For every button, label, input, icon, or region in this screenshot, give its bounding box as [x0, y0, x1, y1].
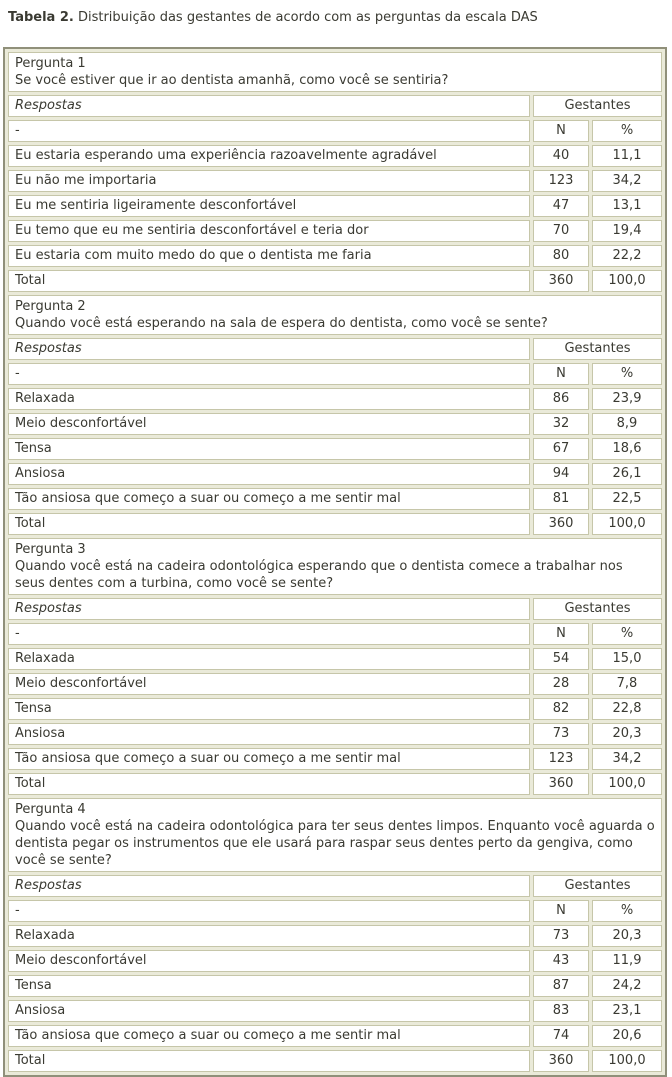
pct-cell: 23,9 — [592, 388, 662, 410]
question-row — [8, 295, 662, 335]
data-row — [8, 648, 662, 670]
subheader-row — [8, 900, 662, 922]
pct-cell: 20,3 — [592, 925, 662, 947]
pct-cell: 24,2 — [592, 975, 662, 997]
dash-cell: - — [8, 120, 530, 142]
data-row — [8, 413, 662, 435]
pct-cell: 34,2 — [592, 748, 662, 770]
n-cell: 32 — [533, 413, 589, 435]
n-cell: 73 — [533, 723, 589, 745]
question-cell — [8, 52, 662, 92]
question-label: Pergunta 3 — [15, 542, 86, 557]
total-n-cell: 360 — [533, 1050, 589, 1072]
response-cell: Tão ansiosa que começo a suar ou começo a me sentir mal — [8, 1025, 530, 1047]
pct-cell: 20,3 — [592, 723, 662, 745]
total-row — [8, 1050, 662, 1072]
n-cell: 47 — [533, 195, 589, 217]
n-cell: 70 — [533, 220, 589, 242]
table-caption — [8, 9, 664, 26]
dash-cell: - — [8, 900, 530, 922]
question-text: Quando você está na cadeira odontológica para ter seus dentes limpos. Enquanto você aguarda o dentista pegar os instrumentos que ele usará para raspar seus dentes perto da gengiva, como você se sente? — [15, 819, 655, 868]
data-row — [8, 723, 662, 745]
n-cell: 73 — [533, 925, 589, 947]
table-caption-label: Tabela 2. — [8, 10, 74, 25]
response-cell: Relaxada — [8, 648, 530, 670]
response-cell: Ansiosa — [8, 1000, 530, 1022]
data-row — [8, 170, 662, 192]
n-cell: 123 — [533, 748, 589, 770]
n-cell: 94 — [533, 463, 589, 485]
data-row — [8, 1025, 662, 1047]
response-cell: Eu não me importaria — [8, 170, 530, 192]
data-row — [8, 748, 662, 770]
pct-cell: 22,2 — [592, 245, 662, 267]
pct-header-cell: % — [592, 120, 662, 142]
pct-cell: 8,9 — [592, 413, 662, 435]
n-cell: 28 — [533, 673, 589, 695]
pct-cell: 26,1 — [592, 463, 662, 485]
column-header-row — [8, 875, 662, 897]
question-row — [8, 798, 662, 872]
response-cell: Ansiosa — [8, 463, 530, 485]
total-row — [8, 773, 662, 795]
total-label-cell: Total — [8, 513, 530, 535]
response-cell: Relaxada — [8, 925, 530, 947]
data-row — [8, 388, 662, 410]
data-row — [8, 245, 662, 267]
response-cell: Eu temo que eu me sentiria desconfortável e teria dor — [8, 220, 530, 242]
total-label-cell: Total — [8, 773, 530, 795]
data-row — [8, 698, 662, 720]
pct-cell: 20,6 — [592, 1025, 662, 1047]
n-cell: 86 — [533, 388, 589, 410]
n-cell: 40 — [533, 145, 589, 167]
gestantes-header-cell: Gestantes — [533, 95, 662, 117]
response-cell: Tão ansiosa que começo a suar ou começo a me sentir mal — [8, 488, 530, 510]
column-header-row — [8, 338, 662, 360]
das-table — [3, 47, 667, 1077]
question-cell — [8, 798, 662, 872]
pct-cell: 11,9 — [592, 950, 662, 972]
question-row — [8, 538, 662, 595]
response-cell: Relaxada — [8, 388, 530, 410]
response-cell: Eu estaria esperando uma experiência razoavelmente agradável — [8, 145, 530, 167]
total-n-cell: 360 — [533, 270, 589, 292]
total-label-cell: Total — [8, 1050, 530, 1072]
question-row — [8, 52, 662, 92]
n-cell: 74 — [533, 1025, 589, 1047]
response-cell: Tensa — [8, 975, 530, 997]
gestantes-header-cell: Gestantes — [533, 338, 662, 360]
question-text: Quando você está na cadeira odontológica esperando que o dentista comece a trabalhar nos seus dentes com a turbina, como você se sente? — [15, 559, 623, 591]
n-header-cell: N — [533, 363, 589, 385]
respostas-header-cell: Respostas — [8, 95, 530, 117]
total-n-cell: 360 — [533, 773, 589, 795]
response-cell: Tão ansiosa que começo a suar ou começo a me sentir mal — [8, 748, 530, 770]
response-cell: Ansiosa — [8, 723, 530, 745]
pct-cell: 13,1 — [592, 195, 662, 217]
response-cell: Eu estaria com muito medo do que o dentista me faria — [8, 245, 530, 267]
data-row — [8, 145, 662, 167]
column-header-row — [8, 598, 662, 620]
n-cell: 83 — [533, 1000, 589, 1022]
question-label: Pergunta 2 — [15, 299, 86, 314]
n-cell: 67 — [533, 438, 589, 460]
question-block — [8, 295, 662, 535]
pct-cell: 23,1 — [592, 1000, 662, 1022]
subheader-row — [8, 363, 662, 385]
pct-cell: 34,2 — [592, 170, 662, 192]
respostas-header-cell: Respostas — [8, 338, 530, 360]
dash-cell: - — [8, 363, 530, 385]
data-row — [8, 463, 662, 485]
pct-header-cell: % — [592, 623, 662, 645]
n-cell: 43 — [533, 950, 589, 972]
pct-cell: 22,8 — [592, 698, 662, 720]
n-cell: 82 — [533, 698, 589, 720]
question-block — [8, 798, 662, 1072]
pct-cell: 7,8 — [592, 673, 662, 695]
n-cell: 80 — [533, 245, 589, 267]
pct-cell: 11,1 — [592, 145, 662, 167]
gestantes-header-cell: Gestantes — [533, 598, 662, 620]
response-cell: Eu me sentiria ligeiramente desconfortável — [8, 195, 530, 217]
question-text: Se você estiver que ir ao dentista amanhã, como você se sentiria? — [15, 73, 449, 88]
respostas-header-cell: Respostas — [8, 598, 530, 620]
page — [0, 9, 672, 1077]
response-cell: Meio desconfortável — [8, 950, 530, 972]
n-header-cell: N — [533, 623, 589, 645]
column-header-row — [8, 95, 662, 117]
response-cell: Tensa — [8, 438, 530, 460]
total-row — [8, 513, 662, 535]
n-cell: 87 — [533, 975, 589, 997]
n-cell: 123 — [533, 170, 589, 192]
pct-cell: 18,6 — [592, 438, 662, 460]
question-text: Quando você está esperando na sala de espera do dentista, como você se sente? — [15, 316, 548, 331]
n-header-cell: N — [533, 900, 589, 922]
pct-header-cell: % — [592, 363, 662, 385]
question-cell — [8, 295, 662, 335]
total-row — [8, 270, 662, 292]
data-row — [8, 975, 662, 997]
response-cell: Tensa — [8, 698, 530, 720]
question-label: Pergunta 1 — [15, 56, 86, 71]
n-header-cell: N — [533, 120, 589, 142]
dash-cell: - — [8, 623, 530, 645]
pct-cell: 15,0 — [592, 648, 662, 670]
total-pct-cell: 100,0 — [592, 513, 662, 535]
data-row — [8, 438, 662, 460]
data-row — [8, 220, 662, 242]
response-cell: Meio desconfortável — [8, 413, 530, 435]
total-pct-cell: 100,0 — [592, 1050, 662, 1072]
data-row — [8, 673, 662, 695]
subheader-row — [8, 120, 662, 142]
total-pct-cell: 100,0 — [592, 270, 662, 292]
data-row — [8, 950, 662, 972]
pct-header-cell: % — [592, 900, 662, 922]
total-n-cell: 360 — [533, 513, 589, 535]
data-row — [8, 1000, 662, 1022]
total-label-cell: Total — [8, 270, 530, 292]
gestantes-header-cell: Gestantes — [533, 875, 662, 897]
response-cell: Meio desconfortável — [8, 673, 530, 695]
question-label: Pergunta 4 — [15, 802, 86, 817]
pct-cell: 19,4 — [592, 220, 662, 242]
pct-cell: 22,5 — [592, 488, 662, 510]
data-row — [8, 195, 662, 217]
subheader-row — [8, 623, 662, 645]
table-caption-text: Distribuição das gestantes de acordo com as perguntas da escala DAS — [73, 10, 538, 25]
question-cell — [8, 538, 662, 595]
total-pct-cell: 100,0 — [592, 773, 662, 795]
n-cell: 81 — [533, 488, 589, 510]
question-block — [8, 52, 662, 292]
data-row — [8, 488, 662, 510]
respostas-header-cell: Respostas — [8, 875, 530, 897]
data-row — [8, 925, 662, 947]
question-block — [8, 538, 662, 795]
n-cell: 54 — [533, 648, 589, 670]
